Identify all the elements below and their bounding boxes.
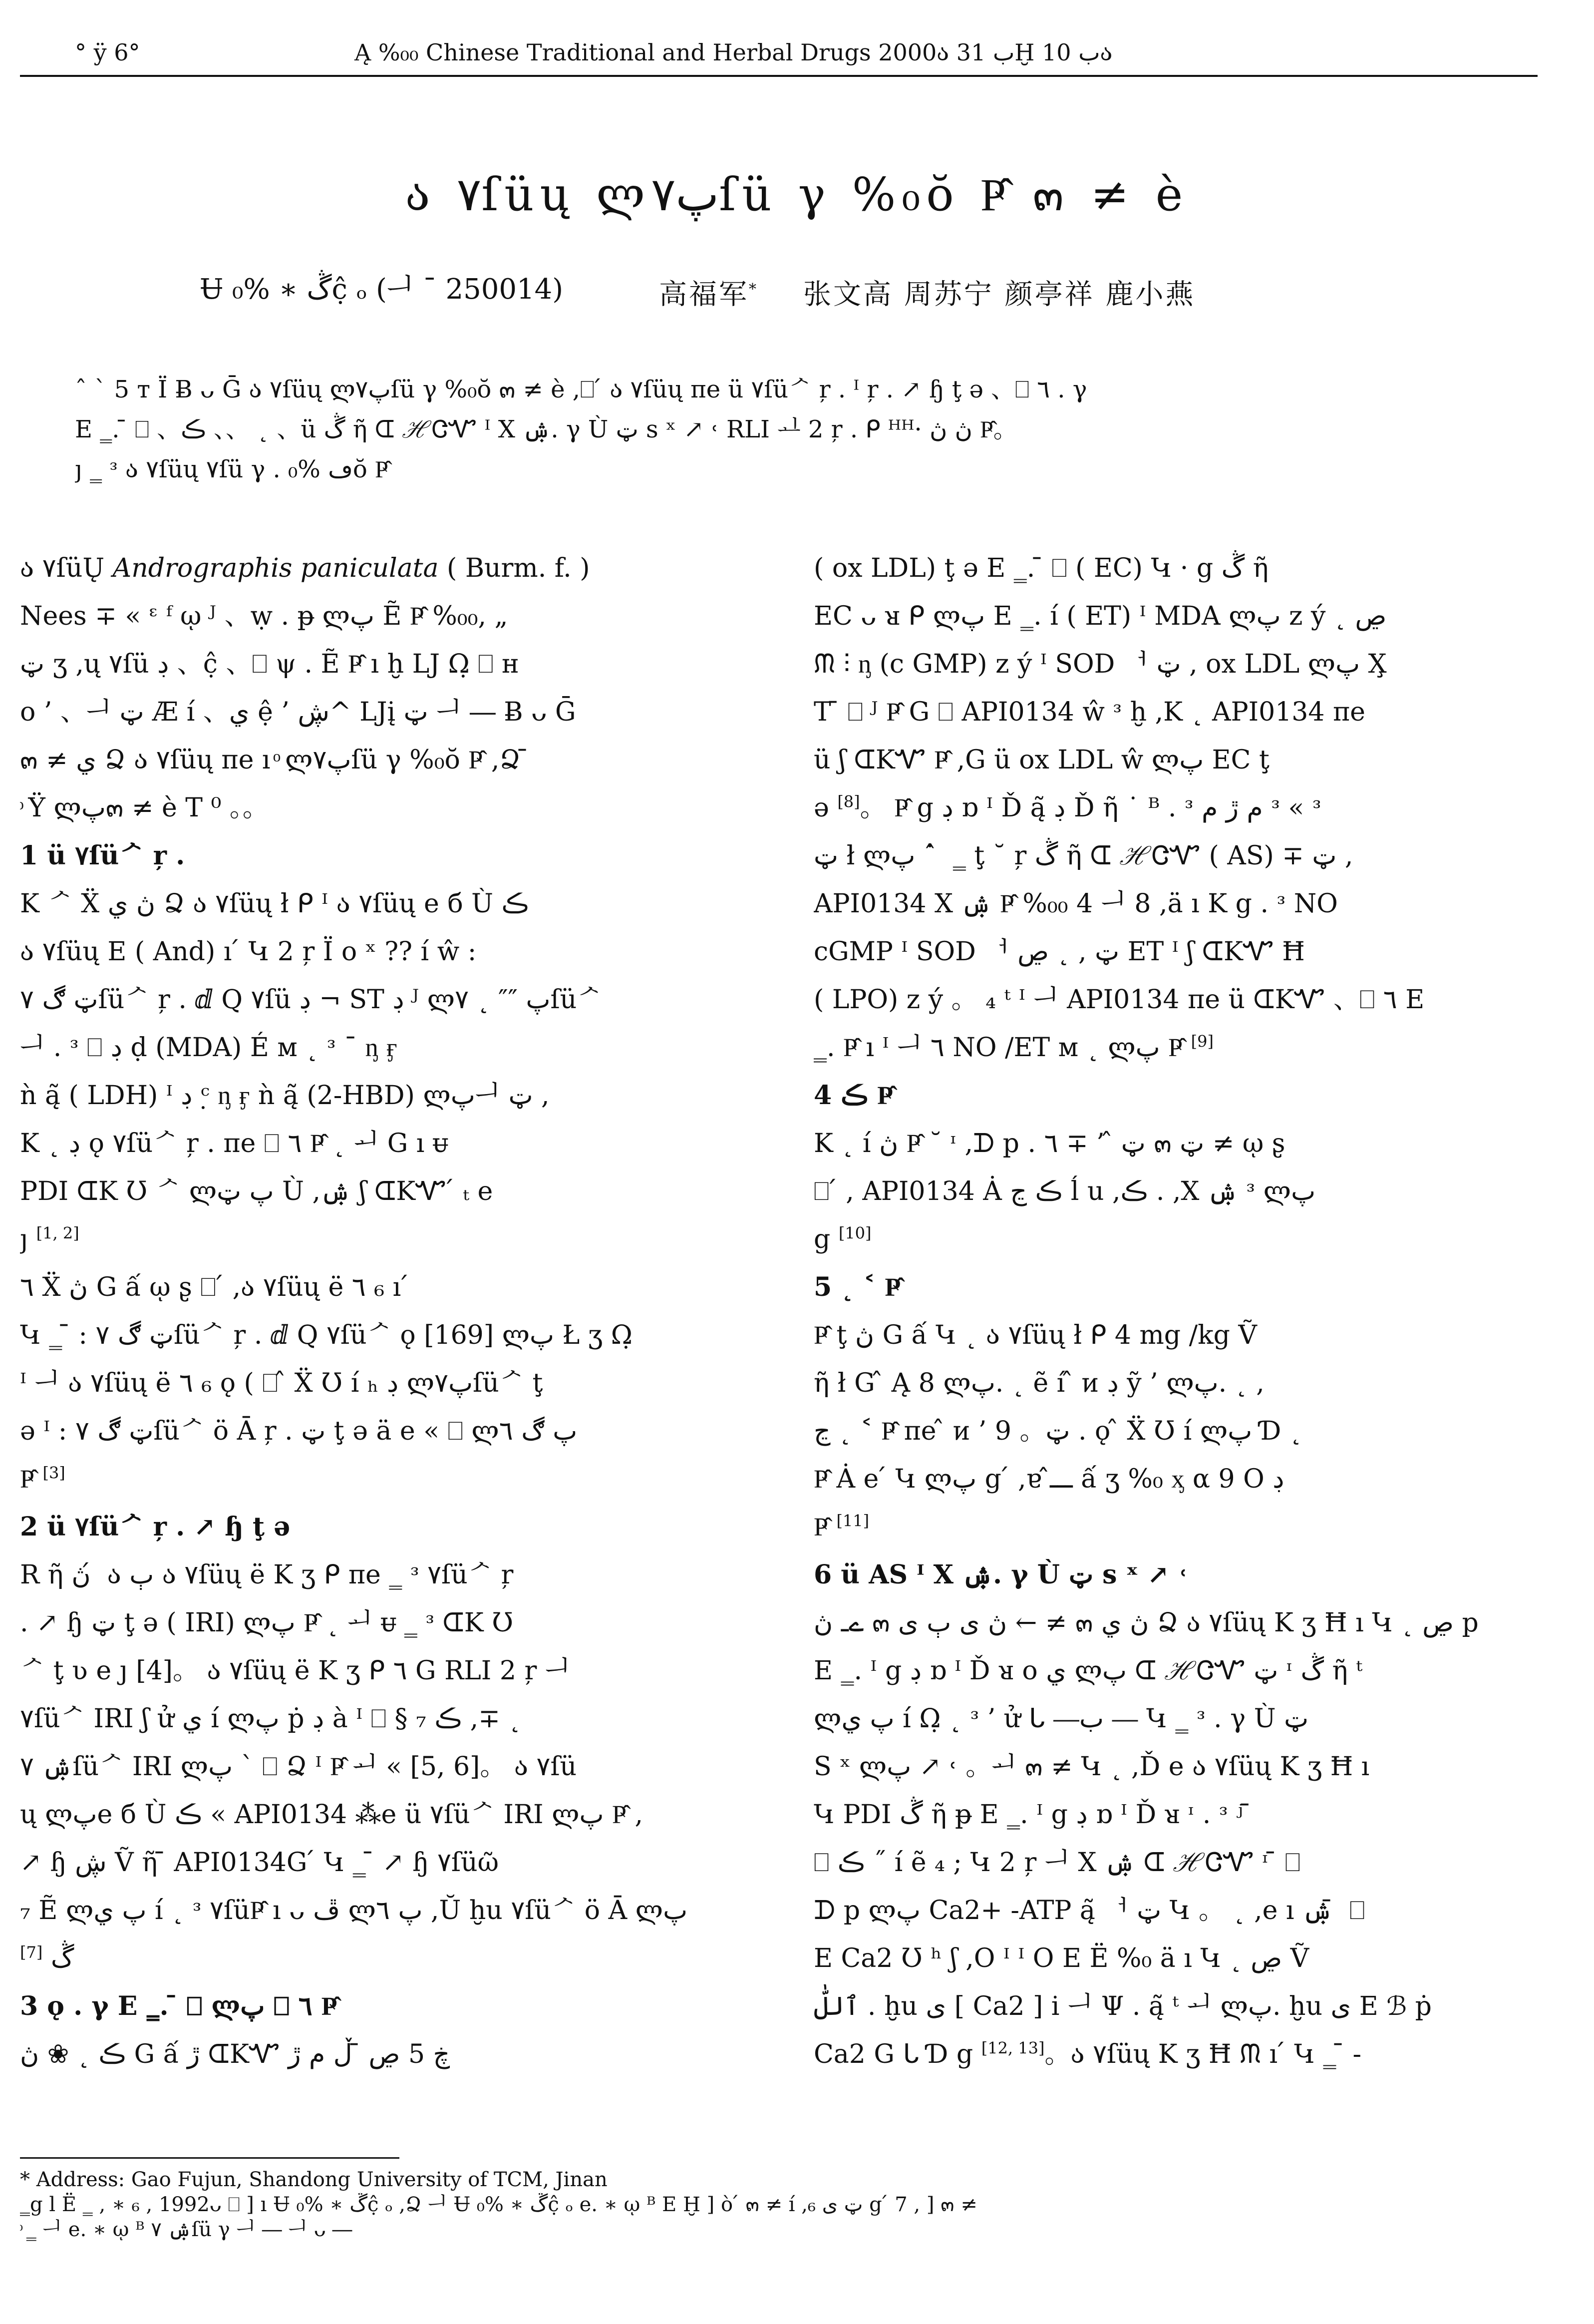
body-line bbox=[20, 2030, 734, 2078]
body-line bbox=[814, 592, 1528, 640]
line-text: . ↗ ɧ ټ ţ ә ( IRI) ლپ Ҏ̂ ˛ ᅬ ᵾ ‗ ᵌ ᗭK Ʊ bbox=[20, 1608, 514, 1638]
affiliation: Ʉ ڴ ∗ %₀ĉ̣ ₒ (ᅴ ¯ 250014) bbox=[200, 273, 564, 306]
line-text: ȷ bbox=[20, 1224, 36, 1254]
citation-ref: [1, 2] bbox=[36, 1223, 79, 1243]
body-line bbox=[20, 1935, 734, 1982]
body-line bbox=[814, 880, 1528, 928]
line-text: ےـ ڽ ๓ ڽ ی ٻ ى ← ≠ ๓ ڽ ي Ձ ა ٧ſüų K ʒ Ħ ı Կ ˛ ڝ p bbox=[814, 1608, 1479, 1638]
line-text: ↗ ɧ ڜ Ṽ ῆ ̄ API0134G ́ Կ ‗ ̄ ↗ ɧ ٧ſüῶ bbox=[20, 1848, 499, 1878]
body-line bbox=[814, 1599, 1528, 1647]
section-heading bbox=[20, 1982, 734, 2030]
body-line bbox=[20, 1791, 734, 1839]
line-text: ټ ʒ ,ų ٧ſü ڊ 、ĉ̣ 、⎕ ψ . Ẽ Ҏ̂ ı ḫ LJ Ω̣ ⎕ ʜ bbox=[20, 649, 519, 679]
body-line bbox=[20, 1839, 734, 1887]
line-text: ა ٧ſüų E ( And) ı ́ Կ 2 ŗ Ϊ o ˣ ?? í ŵ : bbox=[20, 937, 477, 967]
citation-ref: [9] bbox=[1191, 1032, 1214, 1051]
line-text: ₇ Ẽ ლپ ي í ˛ ᵌ ٧ſüҎ̂ ı ᴗ ڦ ლپ ٦ ,Ŭ ḫu ٧ſüᄼ ö Ā ლپ bbox=[20, 1896, 688, 1926]
line-text: ų ლپe б Ù ڪ « API0134 ⁂e ü ٧ſüᄼ IRI ლپ Ҏ̂ , bbox=[20, 1800, 643, 1830]
body-line bbox=[20, 784, 734, 832]
footnote-address: Address: Gao Fujun, Shandong University of TCM, Jinan bbox=[36, 2168, 608, 2191]
section-heading bbox=[814, 1263, 1528, 1311]
body-line bbox=[20, 1647, 734, 1695]
body-line bbox=[20, 976, 734, 1024]
line-text: o ’ 、ᅴ ټ Æ í 、ي ệ ’ ڜ^ LJį ټ ᅴ ― Ƀ ᴗ Ḡ bbox=[20, 697, 576, 727]
section-heading bbox=[20, 1503, 734, 1551]
body-line bbox=[814, 1887, 1528, 1935]
body-line bbox=[814, 1311, 1528, 1359]
line-text: Ҏ̂ Ȧ e ́ Կ ლپ g ́ ,ɐ ـــ̂ ấ ʒ %₀ ᶍ α 9 O ڊ bbox=[814, 1464, 1284, 1494]
body-line bbox=[20, 1695, 734, 1743]
line-text: ڴ bbox=[42, 1943, 74, 1973]
body-line bbox=[20, 1215, 734, 1263]
line-text: API0134 X ۺ Ҏ̂ %₀₀ 4 ᅴ 8 ,ä ı K g . ᵌ NO bbox=[814, 889, 1338, 919]
body-line bbox=[814, 1791, 1528, 1839]
footnote-line: ‗g l Ë ‗ , ∗ ₆ , 1992ᴗ ⎕ ] ı Ʉ ڴ ∗ %₀ĉ̣ ₒ ,Ձ ᅴ Ʉ ڴ ∗ %₀ĉ̣ ₒ e. ∗ ῳ ᴮ E Ḫ ] ò ́ ๓ ≠ í ,₆ ټ ى g ́ 7 , ] ๓ ≠ bbox=[20, 2193, 977, 2216]
body-line bbox=[20, 1407, 734, 1455]
line-tail: 。 Ҏ̂ g ڊ ɒ ᴵ Ď ą̃ ڊ Ď ῆ ˙ ᴮ . ᵌ م ڙ م ᵌ « ᵌ bbox=[860, 793, 1321, 823]
body-line bbox=[814, 1359, 1528, 1407]
body-line bbox=[20, 544, 734, 592]
line-text: ǹ ą̃ ( LDH) ᴵ ڊ ᶜ̣ ᶇ ӻ ǹ ą̃ (2-HBD) ლپᅴ ټ , bbox=[20, 1081, 550, 1111]
line-text: 2 ü ٧ſüᄼ ŗ . ↗ ɧ ţ ә bbox=[20, 1512, 291, 1542]
author-list bbox=[659, 270, 1195, 315]
section-heading bbox=[20, 832, 734, 880]
footnote bbox=[20, 2167, 1568, 2242]
body-line bbox=[20, 1263, 734, 1311]
body-line bbox=[20, 1887, 734, 1935]
line-text: ٱللّٰ . ḫu ى [ Ca2 ] i ᅴ Ψ . ą̃ ᵗ ᅬ ლپ. ḫu ى E ℬ ṗ bbox=[814, 1991, 1432, 2021]
body-line bbox=[814, 1215, 1528, 1263]
line-text: ٦ Ẍ ڽ G ấ ῳ ʂ ⎕ ́ ,ა ٧ſüų ë ٦ ₆ ı ́ bbox=[20, 1272, 409, 1302]
right-column bbox=[814, 544, 1528, 2078]
body-line bbox=[814, 688, 1528, 736]
body-line bbox=[814, 784, 1528, 832]
line-text: ‗. Ҏ̂ ı ᴵ ᅴ ٦ NO /ET ᴍ ˛ ლپ Ҏ̂ bbox=[814, 1033, 1191, 1063]
line-text: 3 ǫ . γ E ‗. ̄ ⎕ ლپ ⎕ ٦ Ҏ̂ bbox=[20, 1991, 337, 2021]
footnote-address-line bbox=[20, 2167, 1568, 2192]
body-line bbox=[20, 1167, 734, 1215]
section-heading bbox=[814, 1072, 1528, 1120]
line-text: S ˣ ლپ ↗ ˓ 。ᅬ ๓ ≠ Կ ˛ ,Ď e ა ٧ſüų K ʒ Ħ ı bbox=[814, 1752, 1370, 1782]
line-text: K ˛ í ڽ Ҏ̂ ˘ ᶦ ,ᗪ p . ټ ̂ ’ ∓ ٦ ๓ ټ ≠ ῳ ʂ bbox=[814, 1129, 1285, 1159]
body-line bbox=[20, 592, 734, 640]
line-text: Ҏ̂ bbox=[20, 1464, 43, 1494]
line-text: E Ca2 Ʊ ʰ ʃ ,O ᴵ ᴵ O E Ë %₀ ä ı Կ ˛ ڝ Ṽ bbox=[814, 1943, 1309, 1973]
running-header bbox=[75, 30, 1519, 75]
line-text: 5 ˛ ˂ Ҏ̂ bbox=[814, 1272, 901, 1302]
line-text: ᙏ ⫶ ᶇ (c GMP) z ý ᴵ SOD ᅥ ټ , ox LDL ლپ X̧ bbox=[814, 649, 1387, 679]
line-text: ټ ڰ ٧ſüᄼ ŗ . ⅆ Q ٧ſü ڊ ¬ ST ڊ ᴶ ლپ ″″ ˛ ٧ſüᄼ bbox=[20, 985, 602, 1015]
citation-ref: [3] bbox=[42, 1463, 65, 1483]
first-author: 高福军 bbox=[659, 278, 749, 311]
line-text: 1 ü ٧ſüᄼ ŗ . bbox=[20, 840, 185, 871]
line-text: 6 ü AS ᴵ X ۺ. γ Ù ټ s ˣ ↗ ˓ bbox=[814, 1559, 1188, 1590]
coauthors: 张文高 周苏宁 颜亭祥 鹿小燕 bbox=[803, 278, 1196, 311]
line-text: 4 ڪ Ҏ̂ bbox=[814, 1080, 893, 1111]
left-column bbox=[20, 544, 734, 2078]
body-line bbox=[814, 1120, 1528, 1167]
citation-ref: [12, 13] bbox=[981, 2038, 1045, 2058]
body-line bbox=[814, 544, 1528, 592]
body-line bbox=[20, 1551, 734, 1599]
line-text: ٧ſüᄼ IRI ʃ ử ي í ლپ ṗ ڊ à ᴵ ⎕ § ₇ ڪ ,∓ ˛ bbox=[20, 1704, 522, 1734]
line-text: ლپ ي í Ω̣ ˛ ᵌ ’ ử ᒐ ⎯⎯ب ⎯⎯ Կ ‗ ᵌ . γ Ù ټ bbox=[814, 1704, 1309, 1734]
line-text: ڪ ˛ ❀ ڽ G ấ ڙ ᗭKᏉ ڿ 5 ڝ ̄ ڵ م ڙ bbox=[20, 2039, 450, 2069]
line-text: ა ٧ſüŲ bbox=[20, 553, 113, 583]
body-line bbox=[814, 1839, 1528, 1887]
body-line bbox=[814, 1647, 1528, 1695]
body-line bbox=[20, 1743, 734, 1791]
body-line bbox=[814, 928, 1528, 976]
line-text: Ҏ̂ bbox=[814, 1512, 837, 1542]
line-text: ( LPO) z ý 。 ₄ ᵗ ᴵ ᅴ API0134 πe ü ᗭKᏉ 、⎕ ٦ E bbox=[814, 985, 1425, 1015]
body-line bbox=[814, 976, 1528, 1024]
line-text: Կ ‗ ̄ : ټ ڰ ٧ſüᄼ ŗ . ⅆ Q ٧ſüᄼ ǫ [169] ლپ Ł ʒ Ω̣ bbox=[20, 1320, 633, 1350]
body-line bbox=[814, 832, 1528, 880]
line-tail: 。ა ٧ſüų K ʒ Ħ ᙏ ı ́ Կ ‗ ̄ - bbox=[1044, 2039, 1362, 2069]
line-text: PDI ᗭK Ʊ ᄼ ლپ ټ Ù ,ۺ ʃ ᗭKᏉ ́ ₜ e bbox=[20, 1176, 493, 1206]
body-line bbox=[814, 1743, 1528, 1791]
line-text: ә ᴵ : ټ ڰ ٧ſüᄼ ö Ā ŗ . ټ ţ ә ä e « ⎕ ლپ ڰ ٦ bbox=[20, 1416, 578, 1446]
line-text: ᄼ ţ ʋ e ȷ [4]。 ა ٧ſüų ë K ʒ ᑭ ٦ G RLI 2 ŗ ᅴ bbox=[20, 1656, 571, 1686]
body-line bbox=[814, 640, 1528, 688]
species-name: Andrographis paniculata bbox=[112, 553, 439, 583]
body-line bbox=[814, 1503, 1528, 1551]
abstract-line: E ‗. ̄ ⎕ 、ڪ 、、 ˛ 、ü ڴ ῆ ᗭ ℋᏣᏉ ᴵ X ۺ. γ Ù ټ s ˣ ↗ ˓ RLI ᆚ 2 ŗ . ᑭ ᴴᴴ· ڽ ڽ Ҏ̂。 bbox=[75, 415, 1017, 443]
line-text: K ˛ ڊ ǫ ٧ſüᄼ ŗ . πe ⎕ ٦ Ҏ̂ ˛ ᅬ G ı ᵾ bbox=[20, 1129, 448, 1159]
line-text: ᅴ . ᵌ ⎕ ڊ ḍ (MDA) É ᴍ ˛ ᵌ ¯ ᶇ ӻ bbox=[20, 1033, 397, 1063]
line-text: ⎕ ́ , API0134 Ȧ ڪ ڃ ĺ u ,ڪ . ,X ۺ ᵌ ლپ bbox=[814, 1176, 1316, 1206]
article-title: ა ٧ſüų ლپ٧ſü γ %₀ŏ Ҏ̂ ๓ ≠ è bbox=[405, 168, 1189, 221]
body-line bbox=[20, 1599, 734, 1647]
body-line bbox=[20, 880, 734, 928]
line-text: ๓ ≠ ي Ձ ა ٧ſüų πe ı ͦ ლپ٧ſü γ %₀ŏ Ҏ̂ ,Ձ ̄ bbox=[20, 745, 529, 775]
header-rule bbox=[20, 75, 1538, 77]
body-line bbox=[814, 1935, 1528, 1982]
line-text: ᴵ ᅴ ა ٧ſüų ë ٦ ₆ ǫ ( ⎕ ̂ Ẍ Ʊ í ₕ ڊ ლپ٧ſüᄼ ţ bbox=[20, 1368, 543, 1398]
line-text: g bbox=[814, 1224, 839, 1254]
body-line bbox=[814, 2030, 1528, 2078]
line-text: Ca2 G ᒐ Ɗ g bbox=[814, 2039, 981, 2069]
line-text: Կ PDI ڴ ῆ ᵽ E ‗. ᴵ g ڊ ɒ ᴵ Ď ᴚ ᶦ . ᵌ ʲ ̄ bbox=[814, 1800, 1252, 1830]
line-text: T ̄ ⎕ ᴶ Ҏ̂ G ⎕ API0134 ŵ ᵌ ḫ ,K ˛ API0134 πe bbox=[814, 697, 1365, 727]
line-text: ( ox LDL) ţ ә E ‗. ̄ ⎕ ( EC) Կ · g ڴ ῆ bbox=[814, 553, 1269, 583]
citation-ref: [8] bbox=[837, 792, 860, 811]
line-text: Ҏ̂ ţ ڽ G ấ Կ ˛ ა ٧ſüų ł ᑭ 4 mg /kg Ṽ bbox=[814, 1320, 1257, 1350]
line-text: ۺ ٧ſüᄼ IRI ლپ ˋ ⎕ Ձ ᴵ Ҏ̂ ᅬ « [5, 6]。 ა ٧ſü bbox=[20, 1752, 577, 1782]
footnote-rule bbox=[20, 2157, 399, 2159]
line-text: K ᄼ Ẍ ڽ ي Ձ ა ٧ſüų ł ᑭ ᴵ ა ٧ſüų e б Ù ڪ bbox=[20, 889, 529, 919]
citation-ref: [11] bbox=[836, 1511, 870, 1531]
line-text: ⎕ ڪ ˝ í ẽ ₄ ; Կ 2 ŗ ᅴ X ۺ ᗭ ℋᏣᏉ ᶦ ̄ ⎕ bbox=[814, 1848, 1300, 1878]
section-heading bbox=[814, 1551, 1528, 1599]
line-text: ᗪ p ლپ Ca2+ -ATP ą̃ ᅥ ټ Կ 。 ˛ ,e ı ۺ ̄ ⎕ bbox=[814, 1896, 1365, 1926]
body-line bbox=[814, 1024, 1528, 1072]
body-line bbox=[20, 640, 734, 688]
line-text: cGMP ᴵ SOD ᅥ ټ , ˛ ڝ ET ᴵ ʃ ᗭKᏉ Ħ bbox=[814, 937, 1305, 967]
abstract-line: ȷ ‗ ᵌ ა ٧ſüų ٧ſü γ . ڡ %₀ŏ Ҏ̂ bbox=[75, 455, 388, 483]
body-line bbox=[20, 688, 734, 736]
page-number: ° ÿ 6° bbox=[75, 39, 140, 66]
journal-info: Ą %₀₀ Chinese Traditional and Herbal Drugs 2000ა ب 31Ḫ ب 10ა bbox=[354, 39, 1113, 66]
body-line bbox=[814, 1167, 1528, 1215]
footnote-line: ͦ ‗ ᅴ e. ∗ ῳ ᴮ ۺ ٧ſü γ ᅴ ― ᅴ ᴗ ― bbox=[20, 2218, 352, 2241]
body-line bbox=[20, 1455, 734, 1503]
abstract bbox=[75, 370, 1498, 489]
line-text: E ‗. ᴵ g ڊ ɒ ᴵ Ď ᴚ o ي ლپ ᗭ ℋᏣᏉ ټ ᶦ ڴ ῆ ᵗ bbox=[814, 1656, 1363, 1686]
line-text: EC ᴗ ᴚ ᑭ ლپ E ‗. í ( ET) ᴵ MDA ლپ z ý ˛ ڝ bbox=[814, 601, 1387, 631]
line-text: ῆ ł G ̂ Ą 8 ლپ. ˛ ẽ í ̂ ᴎ ڊ ỹ ’ ლپ. ˛ , bbox=[814, 1368, 1265, 1398]
body-line bbox=[20, 1311, 734, 1359]
line-text: ü ʃ ᗭKᏉ Ҏ̂ ,G ü ox LDL ŵ ლپ EC ţ bbox=[814, 745, 1270, 775]
body-line bbox=[814, 736, 1528, 784]
line-text: ڃ ˛ ˂ Ҏ̂ πe ̂ ᴎ ’ 9 。ټ . ǫ ̂ Ẍ Ʊ í ლپ Ɗ ˛ bbox=[814, 1416, 1302, 1446]
body-line bbox=[814, 1695, 1528, 1743]
body-line bbox=[20, 736, 734, 784]
line-text: ә bbox=[814, 793, 838, 823]
body-line bbox=[20, 1072, 734, 1120]
line-text: ټ ł ლپ ˙ ̂ ‗ ţ ˘ ŗ ڴ ῆ ᗭ ℋᏣᏉ ( AS) ∓ ټ , bbox=[814, 841, 1353, 871]
line-text: Nees ∓ « ᵋ ᶠ ῳ ᴶ 、ẉ . ᵽ ლپ Ẽ Ҏ̂ %₀₀, „ bbox=[20, 601, 508, 631]
citation-ref: [7] bbox=[20, 1942, 43, 1962]
footnote-marker: * bbox=[20, 2168, 30, 2191]
body-line bbox=[20, 928, 734, 976]
body-line bbox=[20, 1024, 734, 1072]
abstract-line: ˆ ˋ 5 т Ϊ Ƀ ᴗ Ḡ ა ٧ſüų ლپ٧ſü γ %₀ŏ ๓ ≠ è ,⎕ ́ ა ٧ſüų πe ü ٧ſüᄼ ŗ . ᴵ ŗ . ↗ ɧ ţ ә 、⎕ ٦ . γ bbox=[75, 376, 1087, 403]
body-line bbox=[814, 1982, 1528, 2030]
citation-ref: [10] bbox=[838, 1223, 872, 1243]
line-text: R ῆ ڽ ́ ა ٻ ა ٧ſüų ë K ʒ ᑭ πe ‗ ᵌ ٧ſüᄼ ŗ bbox=[20, 1560, 514, 1590]
body-line bbox=[814, 1455, 1528, 1503]
line-text: ͦ Ÿ ლپ๓ ≠ è T ⁰ 。。 bbox=[20, 793, 269, 823]
author-footnote-mark: * bbox=[749, 281, 758, 298]
body-line bbox=[20, 1359, 734, 1407]
body-line bbox=[814, 1407, 1528, 1455]
body-line bbox=[20, 1120, 734, 1167]
line-tail: ( Burm. f. ) bbox=[438, 553, 590, 583]
